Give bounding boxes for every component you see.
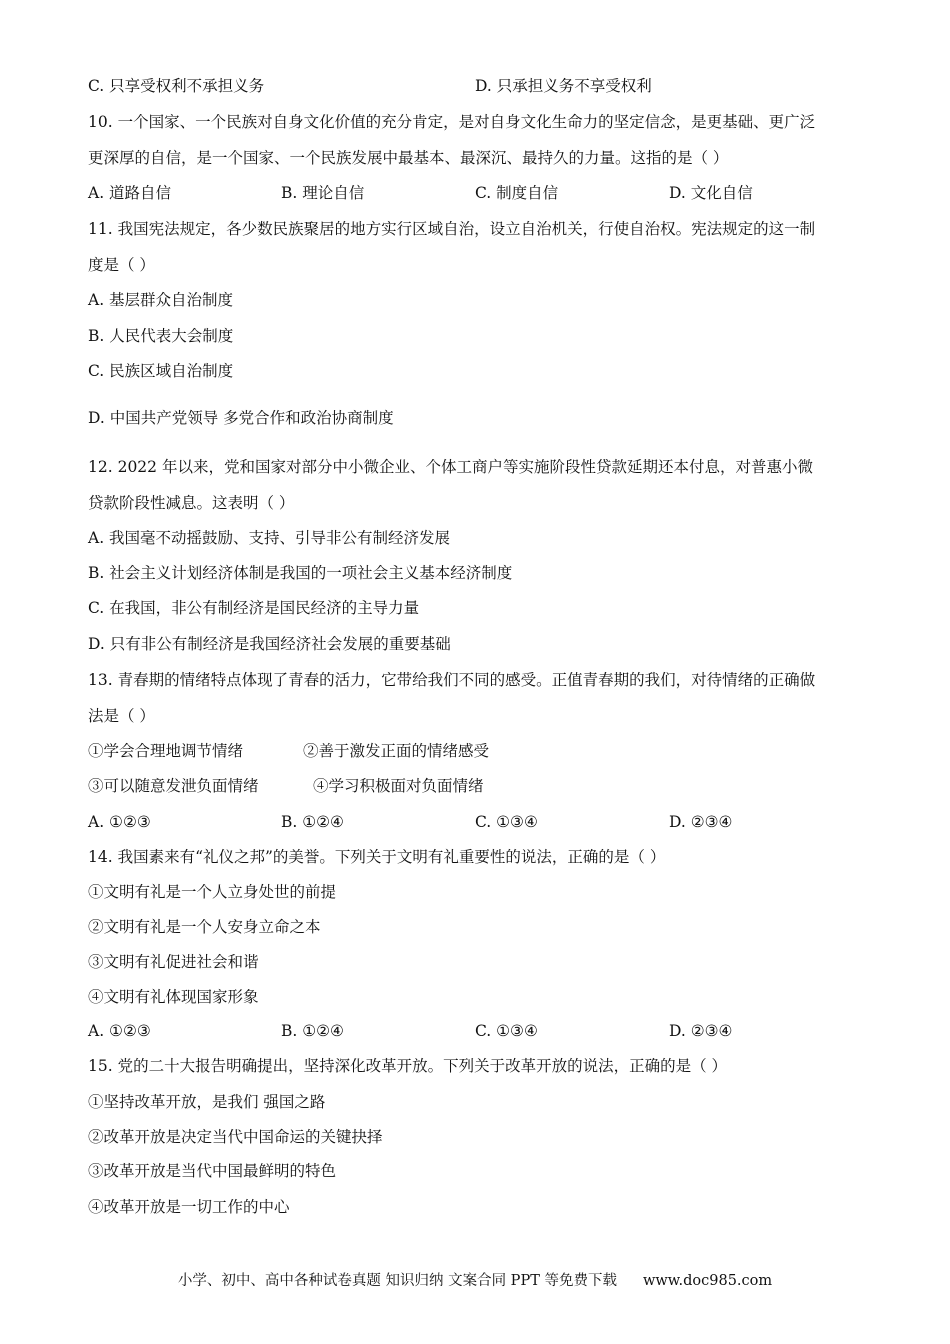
q13-statement-1: ①学会合理地调节情绪: [88, 742, 244, 760]
q10-option-d: D. 文化自信: [669, 184, 753, 202]
q14-option-b: B. ①②④: [281, 1022, 344, 1040]
q10-option-c: C. 制度自信: [475, 184, 559, 202]
q10-stem-line-1: 10. 一个国家、一个民族对自身文化价值的充分肯定，是对自身文化生命力的坚定信念，是更基础、更广泛: [88, 113, 816, 131]
q14-option-c: C. ①③④: [475, 1022, 538, 1040]
q13-stem-line-1: 13. 青春期的情绪特点体现了青春的活力，它带给我们不同的感受。正值青春期的我们，对待情绪的正确做: [88, 671, 816, 689]
q11-stem-line-2: 度是（ ）: [88, 256, 155, 274]
q15-statement-3: ③改革开放是当代中国最鲜明的特色: [88, 1162, 337, 1180]
q11-option-c: C. 民族区域自治制度: [88, 362, 234, 380]
q14-statement-3: ③文明有礼促进社会和谐: [88, 953, 259, 971]
q15-statement-1: ①坚持改革开放，是我们 强国之路: [88, 1093, 326, 1111]
q12-stem-line-2: 贷款阶段性减息。这表明（ ）: [88, 494, 295, 512]
footer-text: 小学、初中、高中各种试卷真题 知识归纳 文案合同 PPT 等免费下载: [177, 1273, 617, 1289]
q14-option-a: A. ①②③: [88, 1022, 151, 1040]
q11-option-a: A. 基层群众自治制度: [88, 291, 234, 309]
q14-statement-4: ④文明有礼体现国家形象: [88, 988, 259, 1006]
q15-statement-2: ②改革开放是决定当代中国命运的关键抉择: [88, 1128, 383, 1146]
q13-stem-line-2: 法是（ ）: [88, 707, 155, 725]
page-footer: [0, 1269, 950, 1290]
q10-stem-line-2: 更深厚的自信，是一个国家、一个民族发展中最基本、最深沉、最持久的力量。这指的是（ ）: [88, 149, 729, 167]
q11-stem-line-1: 11. 我国宪法规定，各少数民族聚居的地方实行区域自治，设立自治机关，行使自治权。宪法规定的这一制: [88, 220, 816, 238]
q15-stem-line-1: 15. 党的二十大报告明确提出，坚持深化改革开放。下列关于改革开放的说法，正确的是（ ）: [88, 1057, 728, 1075]
q12-option-a: A. 我国毫不动摇鼓励、支持、引导非公有制经济发展: [88, 529, 451, 547]
q12-stem-line-1: 12. 2022 年以来，党和国家对部分中小微企业、个体工商户等实施阶段性贷款延期还本付息，对普惠小微: [88, 458, 813, 476]
q13-statement-2: ②善于激发正面的情绪感受: [303, 742, 490, 760]
q13-option-d: D. ②③④: [669, 813, 733, 831]
q14-option-d: D. ②③④: [669, 1022, 733, 1040]
q15-statement-4: ④改革开放是一切工作的中心: [88, 1198, 290, 1216]
q12-option-c: C. 在我国，非公有制经济是国民经济的主导力量: [88, 599, 420, 617]
footer-url[interactable]: www.doc985.com: [642, 1273, 773, 1289]
q13-option-b: B. ①②④: [281, 813, 344, 831]
q13-option-a: A. ①②③: [88, 813, 151, 831]
q14-statement-1: ①文明有礼是一个人立身处世的前提: [88, 883, 337, 901]
q12-option-b: B. 社会主义计划经济体制是我国的一项社会主义基本经济制度: [88, 564, 513, 582]
q14-statement-2: ②文明有礼是一个人安身立命之本: [88, 918, 321, 936]
q11-option-d: D. 中国共产党领导 多党合作和政治协商制度: [88, 409, 394, 427]
q10-option-a: A. 道路自信: [88, 184, 172, 202]
q13-statement-3: ③可以随意发泄负面情绪: [88, 777, 259, 795]
q12-option-d: D. 只有非公有制经济是我国经济社会发展的重要基础: [88, 635, 451, 653]
q13-option-c: C. ①③④: [475, 813, 538, 831]
q14-stem-line-1: 14. 我国素来有“礼仪之邦”的美誉。下列关于文明有礼重要性的说法，正确的是（ ）: [88, 848, 666, 866]
q9-option-c: C. 只享受权利不承担义务: [88, 77, 265, 95]
q11-option-b: B. 人民代表大会制度: [88, 327, 234, 345]
q9-option-d: D. 只承担义务不享受权利: [475, 77, 652, 95]
q10-option-b: B. 理论自信: [281, 184, 365, 202]
q13-statement-4: ④学习积极面对负面情绪: [313, 777, 484, 795]
